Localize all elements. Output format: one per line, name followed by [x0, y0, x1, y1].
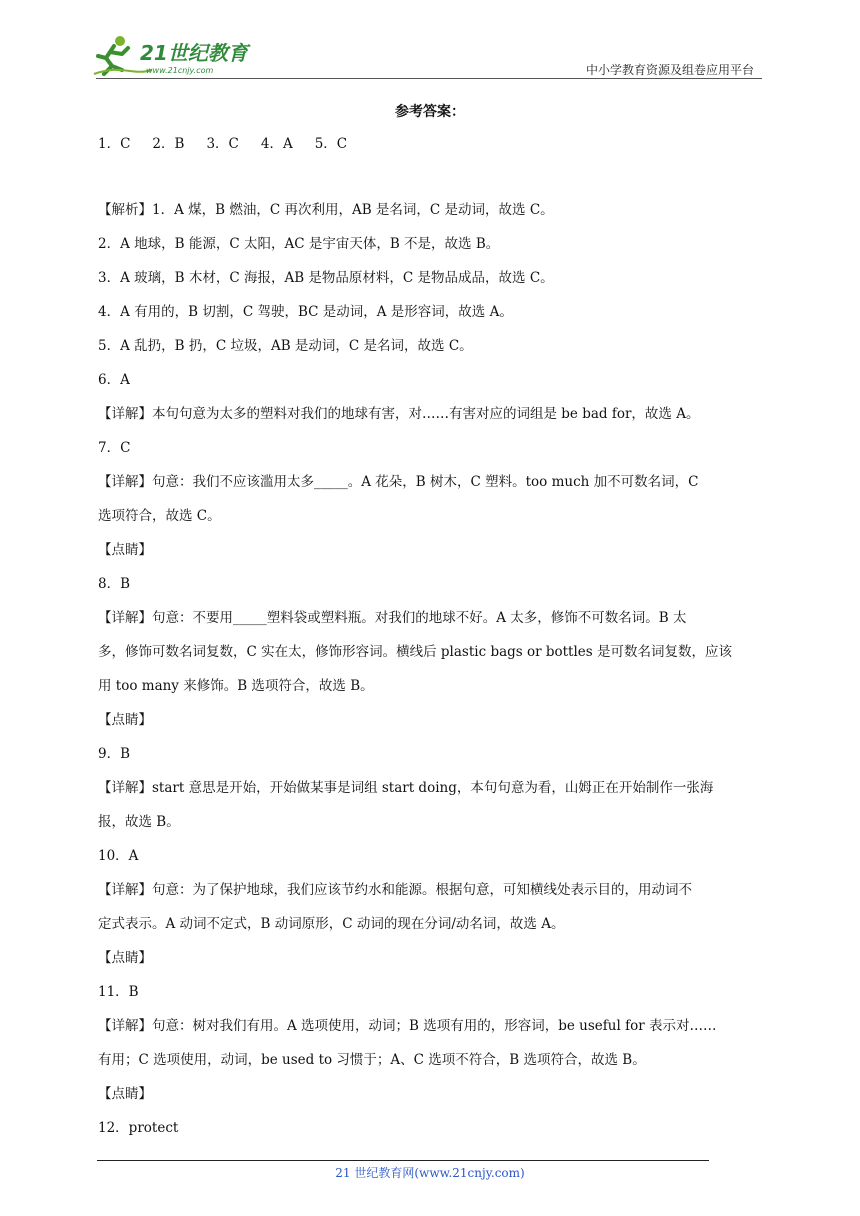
text-line: 有用；C 选项使用，动词，be used to 习惯于；A、C 选项不符合，B 选项符合，故选 B。	[98, 1052, 646, 1068]
text-line: 2．A 地球，B 能源，C 太阳，AC 是宇宙天体，B 不是，故选 B。	[98, 236, 500, 252]
answer-content	[98, 127, 764, 1145]
text-line: 9．B	[98, 746, 131, 762]
text-line: 7．C	[98, 440, 131, 456]
text-line: 4．A 有用的，B 切割，C 驾驶，BC 是动词，A 是形容词，故选 A。	[98, 304, 513, 320]
text-line: 选项符合，故选 C。	[98, 508, 221, 524]
text-line: 用 too many 来修饰。B 选项符合，故选 B。	[98, 678, 374, 694]
text-line: 报，故选 B。	[98, 814, 180, 830]
text-line: 【详解】句意：为了保护地球，我们应该节约水和能源。根据句意，可知横线处表示目的，用动词不	[98, 882, 692, 898]
answer-item: 1．C	[98, 136, 131, 152]
header-divider	[96, 78, 762, 79]
text-line: 【详解】本句句意为太多的塑料对我们的地球有害，对……有害对应的词组是 be bad for，故选 A。	[98, 406, 700, 422]
text-line: 【解析】1．A 煤，B 燃油，C 再次利用，AB 是名词，C 是动词，故选 C。	[98, 202, 554, 218]
text-line: 【详解】句意：不要用_____塑料袋或塑料瓶。对我们的地球不好。A 太多，修饰不可数名词。B 太	[98, 610, 687, 626]
text-line: 8．B	[98, 576, 131, 592]
text-line: 12．protect	[98, 1120, 179, 1136]
text-line: 【点睛】	[98, 1086, 152, 1102]
spacer	[98, 161, 764, 193]
footer-divider	[97, 1160, 709, 1161]
answer-item: 5．C	[314, 136, 348, 152]
answer-row	[98, 127, 764, 161]
answer-item: 2．B	[152, 136, 185, 152]
text-line: 【点睛】	[98, 542, 152, 558]
running-man-logo-icon	[92, 34, 262, 78]
text-line: 5．A 乱扔，B 扔，C 垃圾，AB 是动词，C 是名词，故选 C。	[98, 338, 473, 354]
page-header	[0, 0, 860, 80]
text-line: 10．A	[98, 848, 139, 864]
svg-text:21世纪教育: 21世纪教育	[140, 41, 248, 65]
text-line: 【点睛】	[98, 950, 152, 966]
platform-name: 中小学教育资源及组卷应用平台	[585, 63, 754, 77]
page-title: 参考答案：	[395, 104, 465, 120]
answer-item: 3．C	[206, 136, 239, 152]
footer-link[interactable]: 21 世纪教育网(www.21cnjy.com)	[335, 1166, 525, 1180]
text-line: 【点睛】	[98, 712, 152, 728]
svg-text:www.21cnjy.com: www.21cnjy.com	[146, 66, 214, 75]
text-line: 3．A 玻璃，B 木材，C 海报，AB 是物品原材料，C 是物品成品，故选 C。	[98, 270, 554, 286]
text-line: 【详解】句意：我们不应该滥用太多_____。A 花朵，B 树木，C 塑料。too much 加不可数名词，C	[98, 474, 699, 490]
text-line: 多，修饰可数名词复数，C 实在太，修饰形容词。横线后 plastic bags or bottles 是可数名词复数，应该	[98, 644, 733, 660]
text-line: 【详解】句意：树对我们有用。A 选项使用，动词；B 选项有用的，形容词，be useful for 表示对……	[98, 1018, 717, 1034]
answer-item: 4．A	[260, 136, 293, 152]
text-line: 【详解】start 意思是开始，开始做某事是词组 start doing，本句句意为看，山姆正在开始制作一张海	[98, 780, 714, 796]
text-line: 定式表示。A 动词不定式，B 动词原形，C 动词的现在分词/动名词，故选 A。	[98, 916, 565, 932]
text-line: 11．B	[98, 984, 139, 1000]
logo[interactable]	[92, 34, 262, 78]
text-line: 6．A	[98, 372, 130, 388]
